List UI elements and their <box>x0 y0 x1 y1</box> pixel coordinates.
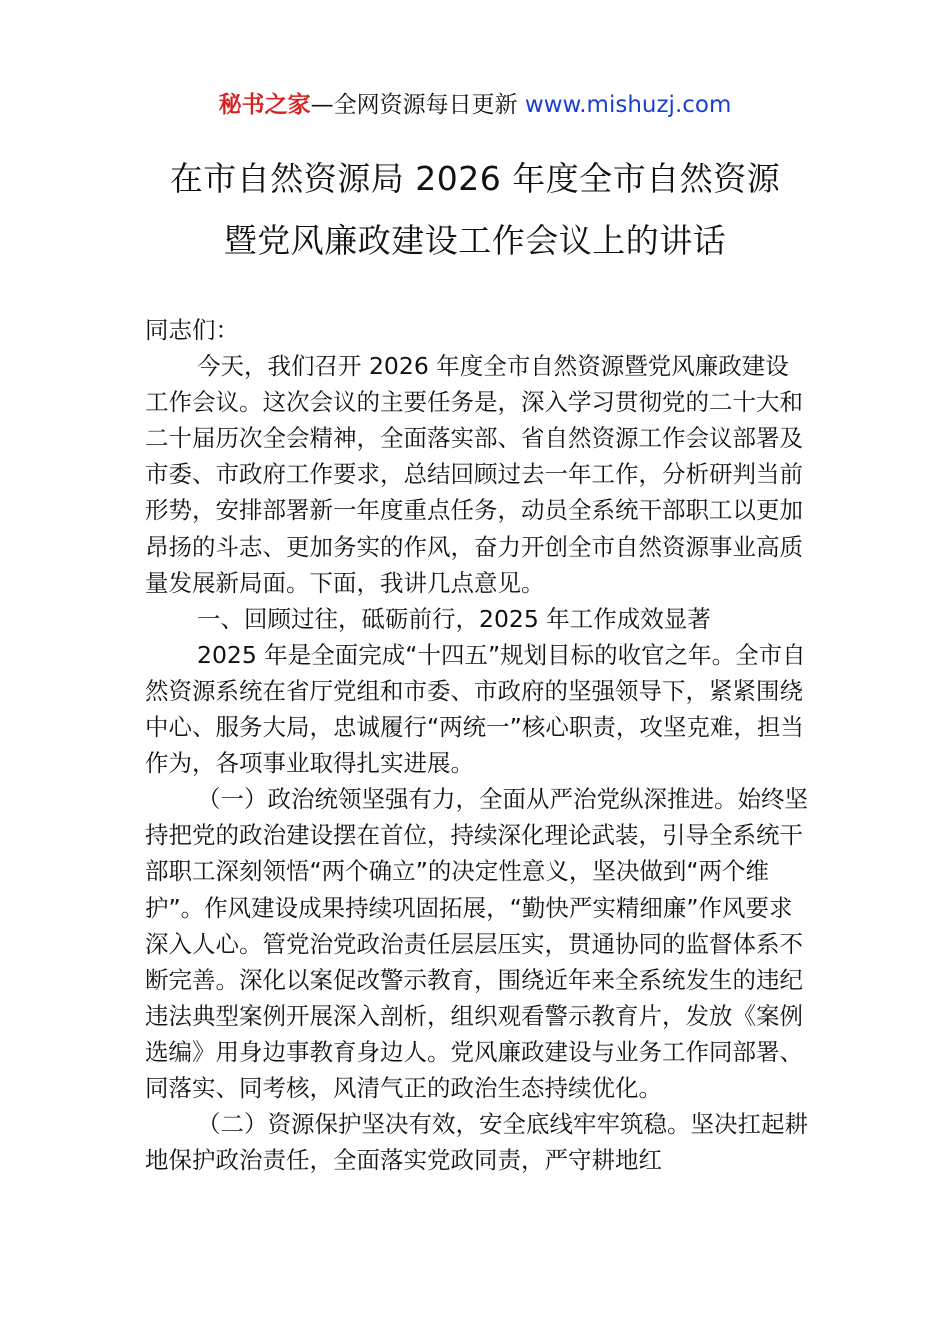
document-body <box>145 312 810 1178</box>
document-title <box>0 148 950 272</box>
header-tagline: —全网资源每日更新 <box>310 92 525 118</box>
title-line-2: 暨党风廉政建设工作会议上的讲话 <box>223 221 727 260</box>
section-heading-1: 一、回顾过往，砥砺前行，2025 年工作成效显著 <box>197 604 711 633</box>
paragraph-section-1-summary: 2025 年是全面完成“十四五”规划目标的收官之年。全市自然资源系统在省厅党组和市委、市政府的坚强领导下，紧紧围绕中心、服务大局，忠诚履行“两统一”核心职责，攻坚克难，担当作为，各项事业取得扎实进展。 <box>145 640 806 778</box>
paragraph-intro: 今天，我们召开 2026 年度全市自然资源暨党风廉政建设工作会议。这次会议的主要任务是，深入学习贯彻党的二十大和二十届历次全会精神，全面落实部、省自然资源工作会议部署及市委、市政府工作要求，总结回顾过去一年工作，分析研判当前形势，安排部署新一年度重点任务，动员全系统干部职工以更加昂扬的斗志、更加务实的作风，奋力开创全市自然资源事业高质量发展新局面。下面，我讲几点意见。 <box>145 352 803 597</box>
title-line-1: 在市自然资源局 2026 年度全市自然资源 <box>169 159 781 198</box>
site-header <box>0 88 950 122</box>
salutation: 同志们： <box>145 316 239 344</box>
paragraph-subsection-2: （二）资源保护坚决有效，安全底线牢牢筑稳。坚决扛起耕地保护政治责任，全面落实党政同责，严守耕地红 <box>145 1110 808 1175</box>
paragraph-subsection-1: （一）政治统领坚强有力，全面从严治党纵深推进。始终坚持把党的政治建设摆在首位，持续深化理论武装，引导全系统干部职工深刻领悟“两个确立”的决定性意义，坚决做到“两个维护”。作风建设成果持续巩固拓展，“勤快严实精细廉”作风要求深入人心。管党治党政治责任层层压实，贯通协同的监督体系不断完善。深化以案促改警示教育，围绕近年来全系统发生的违纪违法典型案例开展深入剖析，组织观看警示教育片，发放《案例选编》用身边事教育身边人。党风廉政建设与业务工作同部署、同落实、同考核，风清气正的政治生态持续优化。 <box>145 785 808 1102</box>
brand-name: 秘书之家 <box>218 92 311 118</box>
site-url-link[interactable]: www.mishuzj.com <box>524 92 732 118</box>
